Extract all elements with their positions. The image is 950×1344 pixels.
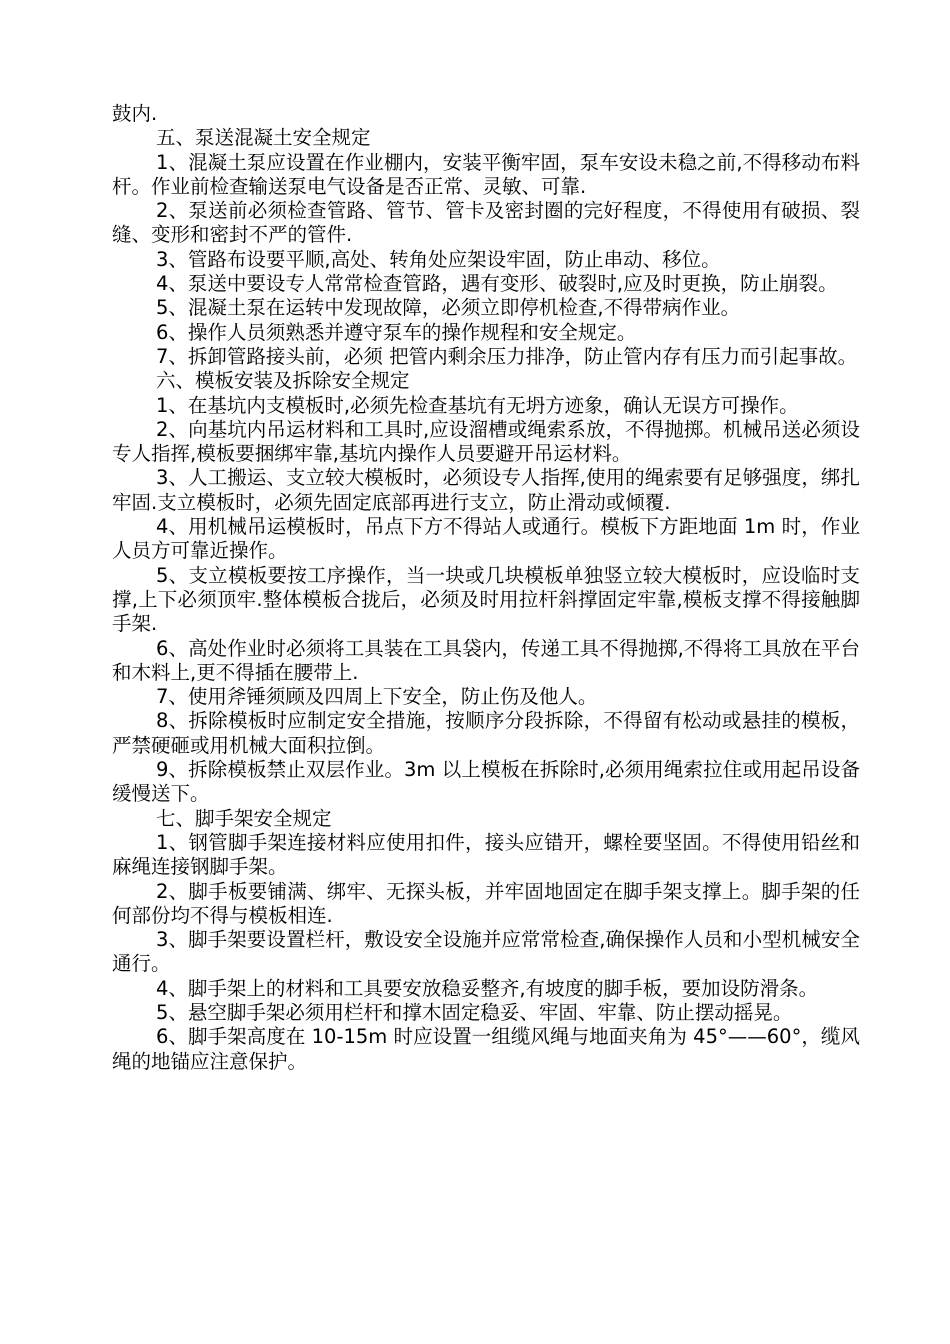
formwork-rule-2: 2、向基坑内吊运材料和工具时,应设溜槽或绳索系放，不得抛掷。机械吊送必须设专人指挥,模板要捆绑牢靠,基坑内操作人员要避开吊运材料。 bbox=[112, 417, 860, 466]
scaffold-rule-1: 1、钢管脚手架连接材料应使用扣件，接头应错开，螺栓要坚固。不得使用铅丝和麻绳连接钢脚手架。 bbox=[112, 830, 860, 879]
document-body bbox=[112, 102, 860, 1074]
scaffold-rule-2: 2、脚手板要铺满、绑牢、无探头板，并牢固地固定在脚手架支撑上。脚手架的任何部份均不得与模板相连. bbox=[112, 879, 860, 927]
pump-rule-6: 6、操作人员须熟悉并遵守泵车的操作规程和安全规定。 bbox=[156, 320, 637, 344]
formwork-rule-1: 1、在基坑内支模板时,必须先检查基坑有无坍方迹象，确认无误方可操作。 bbox=[156, 393, 799, 417]
pump-rule-2: 2、泵送前必须检查管路、管节、管卡及密封圈的完好程度，不得使用有破损、裂缝、变形和密封不严的管件. bbox=[112, 199, 860, 247]
formwork-rule-6: 6、高处作业时必须将工具装在工具袋内，传递工具不得抛掷,不得将工具放在平台和木料上,更不得插在腰带上. bbox=[112, 636, 860, 684]
section-heading-scaffold: 七、脚手架安全规定 bbox=[156, 806, 332, 830]
pump-rule-5: 5、混凝土泵在运转中发现故障，必须立即停机检查,不得带病作业。 bbox=[156, 296, 741, 320]
lead-in-text: 鼓内. bbox=[112, 102, 158, 125]
section-heading-pump: 五、泵送混凝土安全规定 bbox=[156, 126, 371, 150]
scaffold-rule-3: 3、脚手架要设置栏杆，敷设安全设施并应常常检查,确保操作人员和小型机械安全通行。 bbox=[112, 928, 860, 976]
formwork-rule-3: 3、人工搬运、支立较大模板时，必须设专人指挥,使用的绳索要有足够强度，绑扎牢固.支立模板时，必须先固定底部再进行支立，防止滑动或倾覆. bbox=[112, 466, 860, 514]
formwork-rule-9: 9、拆除模板禁止双层作业。3m 以上模板在拆除时,必须用绳索拉住或用起吊设备缓慢送下。 bbox=[112, 758, 860, 806]
scaffold-rule-6: 6、脚手架高度在 10-15m 时应设置一组缆风绳与地面夹角为 45°——60°，缆风绳的地锚应注意保护。 bbox=[112, 1025, 860, 1073]
pump-rule-3: 3、管路布设要平顺,高处、转角处应架设牢固，防止串动、移位。 bbox=[156, 247, 721, 271]
scaffold-rule-4: 4、脚手架上的材料和工具要安放稳妥整齐,有坡度的脚手板，要加设防滑条。 bbox=[156, 976, 819, 1000]
formwork-rule-8: 8、拆除模板时应制定安全措施，按顺序分段拆除，不得留有松动或悬挂的模板，严禁硬砸或用机械大面积拉倒。 bbox=[112, 709, 860, 757]
formwork-rule-7: 7、使用斧锤须顾及四周上下安全，防止伤及他人。 bbox=[156, 685, 598, 709]
scaffold-rule-5: 5、悬空脚手架必须用栏杆和撑木固定稳妥、牢固、牢靠、防止摆动摇晃。 bbox=[156, 1000, 793, 1024]
pump-rule-7: 7、拆卸管路接头前，必须 把管内剩余压力排净，防止管内存有压力而引起事故。 bbox=[156, 344, 858, 368]
section-heading-formwork: 六、模板安装及拆除安全规定 bbox=[156, 369, 410, 393]
pump-rule-1: 1、混凝土泵应设置在作业棚内，安装平衡牢固，泵车安设未稳之前,不得移动布料杆。作业前检查输送泵电气设备是否正常、灵敏、可靠. bbox=[112, 150, 860, 198]
formwork-rule-4: 4、用机械吊运模板时，吊点下方不得站人或通行。模板下方距地面 1m 时，作业人员方可靠近操作。 bbox=[112, 515, 860, 563]
pump-rule-4: 4、泵送中要设专人常常检查管路，遇有变形、破裂时,应及时更换，防止崩裂。 bbox=[156, 272, 838, 296]
formwork-rule-5: 5、支立模板要按工序操作，当一块或几块模板单独竖立较大模板时，应设临时支撑,上下必须顶牢.整体模板合拢后，必须及时用拉杆斜撑固定牢靠,模板支撑不得接触脚手架. bbox=[112, 563, 860, 636]
